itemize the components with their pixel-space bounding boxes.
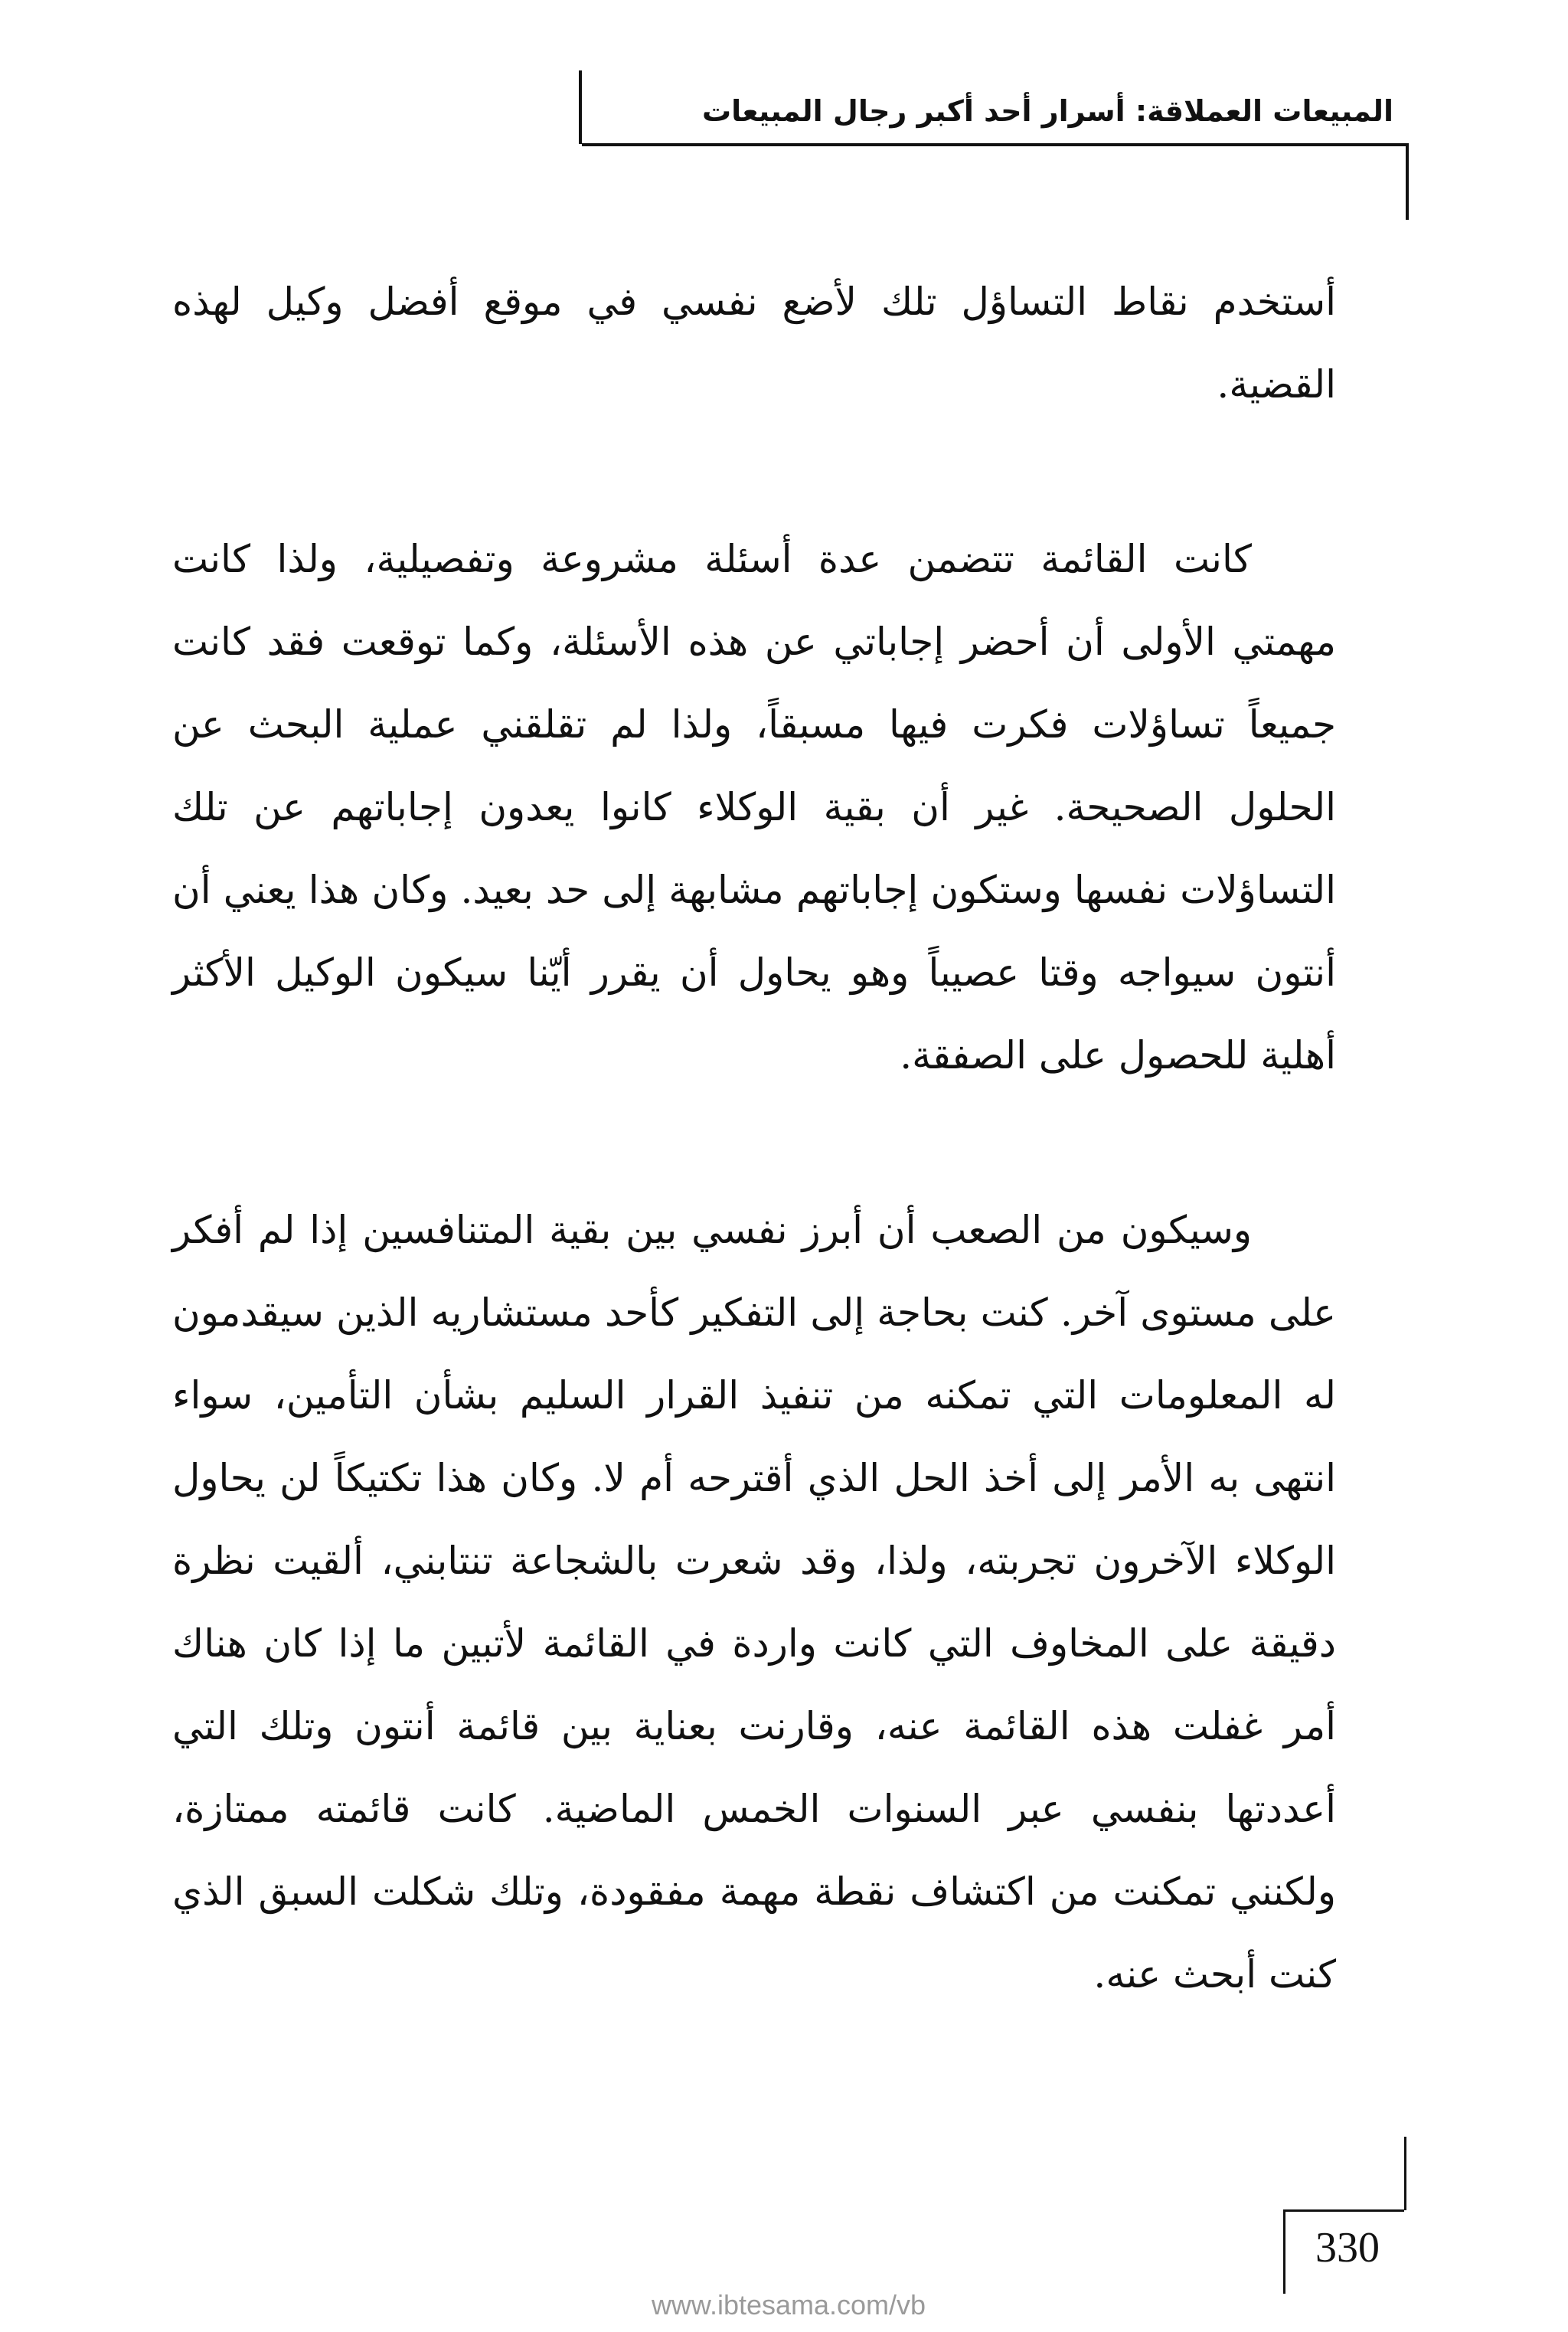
watermark-link[interactable]: www.ibtesama.com/vb [651,2289,926,2321]
body-text [172,260,1336,2016]
paragraph: وسيكون من الصعب أن أبرز نفسي بين بقية المتنافسين إذا لم أفكر على مستوى آخر. كنت بحاجة إلى التفكير كأحد مستشاريه الذين سيقدمون له المعلومات التي تمكنه من تنفيذ القرار السليم بشأن التأمين، سواء انتهى به الأمر إلى أخذ الحل الذي أقترحه أم لا. وكان هذا تكتيكاً لن يحاول الوكلاء الآخرون تجربته، ولذا، وقد شعرت بالشجاعة تنتابني، ألقيت نظرة دقيقة على المخاوف التي كانت واردة في القائمة لأتبين ما إذا كان هناك أمر غفلت هذه القائمة عنه، وقارنت بعناية بين قائمة أنتون وتلك التي أعددتها بنفسي عبر السنوات الخمس الماضية. كانت قائمته ممتازة، ولكنني تمكنت من اكتشاف نقطة مهمة مفقودة، وتلك شكلت السبق الذي كنت أبحث عنه. [172,1208,1336,1997]
paragraph: كانت القائمة تتضمن عدة أسئلة مشروعة وتفصيلية، ولذا كانت مهمتي الأولى أن أحضر إجاباتي عن هذه الأسئلة، وكما توقعت فقد كانت جميعاً تساؤلات فكرت فيها مسبقاً، ولذا لم تقلقني عملية البحث عن الحلول الصحيحة. غير أن بقية الوكلاء كانوا يعدون إجاباتهم عن تلك التساؤلات نفسها وستكون إجاباتهم مشابهة إلى حد بعيد. وكان هذا يعني أن أنتون سيواجه وقتا عصيباً وهو يحاول أن يقرر أيّنا سيكون الوكيل الأكثر أهلية للحصول على الصفقة. [172,537,1336,1078]
header-rule-right [1406,143,1409,220]
footer-rule-left [1283,2209,1285,2294]
footer-rule-right [1404,2137,1406,2210]
paragraph-gap [172,426,1336,518]
header-rule [582,143,1409,146]
running-title: المبيعات العملاقة: أسرار أحد أكبر رجال المبيعات [701,94,1393,128]
paragraph: أستخدم نقاط التساؤل تلك لأضع نفسي في موقع أفضل وكيل لهذه القضية. [172,280,1336,407]
header-rule-left [579,70,582,144]
page-number: 330 [1315,2224,1380,2271]
footer-rule [1285,2209,1404,2212]
paragraph-gap [172,1097,1336,1189]
